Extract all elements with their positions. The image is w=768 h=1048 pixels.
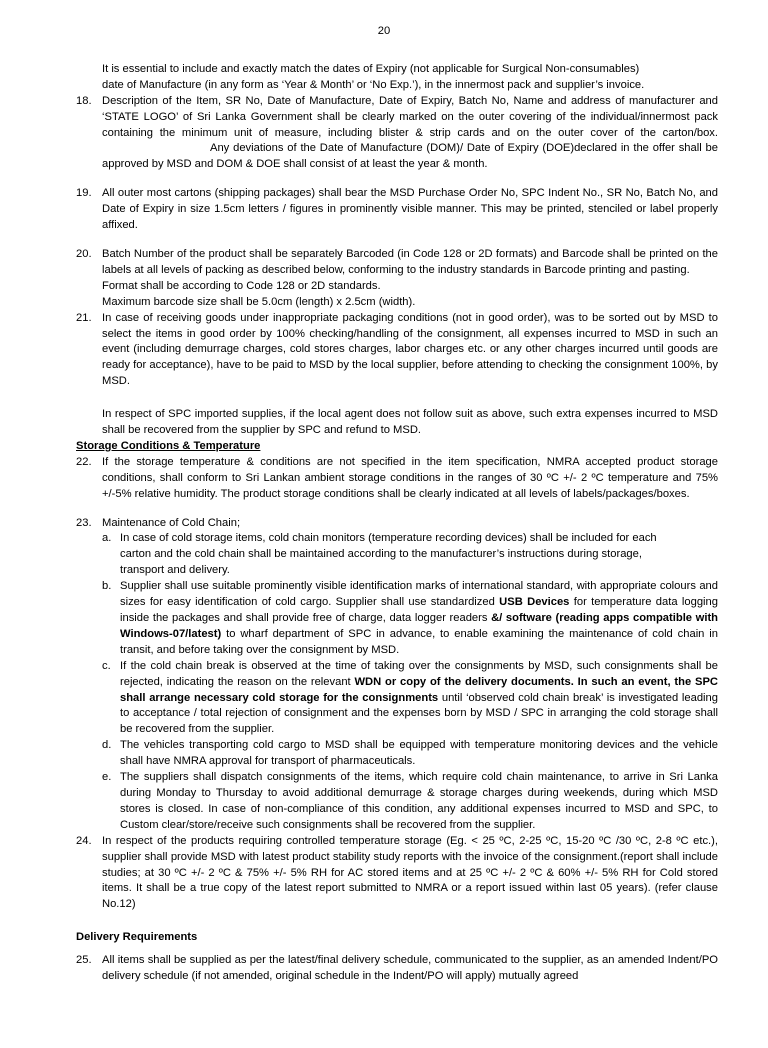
clause-23-item-a-line-1: In case of cold storage items, cold chain monitors (temperature recording devices) shall be included for each [120, 532, 657, 545]
clause-22-number: 22. [76, 455, 92, 468]
clause-23-item-d [102, 738, 718, 770]
clause-18-body [102, 94, 718, 174]
document-content [0, 62, 768, 985]
clause-23-item-b-body [120, 579, 718, 659]
clause-23-item-b-seg-1: Supplier shall use suitable prominently visible identification marks of international standard, with appropriate colours and sizes for easy identification of cold cargo. Supplier shall use standardized [120, 580, 718, 609]
intro-line-2: date of Manufacture (in any form as ‘Year & Month’ or ‘No Exp.’), in the innermost pack and supplier’s invoice. [102, 78, 645, 91]
clause-21 [76, 311, 718, 391]
clause-23-item-b-label: b. [102, 580, 112, 593]
clause-18-number: 18. [76, 94, 92, 107]
clause-23-item-d-label: d. [102, 739, 112, 752]
clause-24 [76, 834, 718, 914]
clause-23-item-b-usb-devices: USB Devices [499, 596, 570, 609]
clause-23-item-b-software: &/ software (reading apps compatible with Windows-07/latest) [120, 612, 719, 640]
clause-20-size-line: Maximum barcode size shall be 5.0cm (length) x 2.5cm (width). [102, 295, 416, 308]
clause-23 [76, 516, 718, 532]
clause-23-item-b-seg-5: to wharf department of SPC in advance, to enable examining the maintenance of cold chain in transit, and before taking over the consignment by MSD. [120, 627, 718, 656]
heading-delivery-requirements: Delivery Requirements [76, 931, 198, 944]
intro-line-1: It is essential to include and exactly match the dates of Expiry (not applicable for Surgical Non-consumables) [102, 62, 640, 75]
clause-20-format-line: Format shall be according to Code 128 or 2D standards. [102, 279, 381, 292]
clause-23-title: Maintenance of Cold Chain; [102, 516, 241, 529]
clause-23-item-d-text: The vehicles transporting cold cargo to MSD shall be equipped with temperature monitoring devices and the vehicle shall have NMRA approval for transport of pharmaceuticals. [120, 739, 718, 768]
clause-25-text: All items shall be supplied as per the latest/final delivery schedule, communicated to the supplier, as an amended Indent/PO delivery schedule (if not amended, original schedule in the Indent/PO will apply) mutually agreed [102, 954, 718, 983]
clause-23-item-c [102, 659, 718, 739]
clause-23-item-c-seg-1: If the cold chain break is observed at the time of taking over the consignments by MSD, such consignments shall be rejected, indicating the reason on the relevant [120, 659, 718, 688]
page-number: 20 [377, 25, 391, 37]
clause-25-number: 25. [76, 954, 92, 967]
clause-19 [76, 186, 718, 234]
clause-19-number: 19. [76, 187, 92, 200]
heading-storage-conditions: Storage Conditions & Temperature [76, 439, 261, 452]
document-page [0, 24, 768, 1048]
clause-20-body [102, 247, 718, 311]
clause-22 [76, 455, 718, 503]
clause-23-item-c-body [120, 659, 718, 739]
clause-18 [76, 94, 718, 174]
clause-21-number: 21. [76, 311, 92, 324]
clause-18-text-part-2: Any deviations of the Date of Manufacture (DOM)/ Date of Expiry (DOE)declared in the offer shall be approved by MSD and DOM & DOE shall consist of at least the year & month. [102, 142, 718, 171]
clause-23-item-e-text: The suppliers shall dispatch consignments of the items, which require cold chain maintenance, to arrive in Sri Lanka during Monday to Thursday to avoid additional demurrage & storage charges during weekends, during which MSD stores is closed. In case of non-compliance of this condition, any additional expenses incurred to MSD and SPC, to Custom clear/store/receive such consignments shall be recovered from the supplier. [120, 771, 718, 831]
clause-23-item-c-bold: WDN or copy of the delivery documents. In such an event, the SPC shall arrange necessary cold storage for the consignments [120, 675, 718, 704]
clause-19-text: All outer most cartons (shipping packages) shall bear the MSD Purchase Order No, SPC Indent No., SR No, Batch No, and Date of Expiry in size 1.5cm letters / figures in prominently visible manner. This may be printed, stenciled or label properly affixed. [102, 187, 718, 232]
clause-20-number: 20. [76, 247, 92, 260]
clause-23-item-a-line-3: transport and delivery. [120, 564, 230, 577]
clause-21-text: In case of receiving goods under inappropriate packaging conditions (not in good order), was to be sorted out by MSD to select the items in good order by 100% checking/handling of the consignment, all expenses incurred to MSD in such an event (including demurrage charges, cold stores charges, labor charges etc. or any other charges incurred until goods are ready for acceptance), have to be paid to MSD by the local supplier, before attending to checking the consignment 100%, by MSD. [102, 311, 718, 388]
clause-23-item-a [102, 531, 718, 579]
clause-23-item-c-label: c. [102, 659, 111, 672]
clause-23-item-b-seg-3: for temperature data logging inside the packages and shall provide free of charge, data logger readers [120, 596, 718, 624]
clause-23-item-e [102, 770, 718, 834]
clause-18-text-part-1: Description of the Item, SR No, Date of Manufacture, Date of Expiry, Batch No, Name and address of manufacturer and ‘STATE LOGO’ of Sri Lanka Government shall be clearly marked on the outer covering of the individual/innermost pack containing the minimum unit of measure, including blister & strip cards and on the outer cover of the carton/box. [102, 94, 718, 139]
clause-25 [76, 953, 718, 985]
clause-23-item-b [102, 579, 718, 659]
clause-24-text: In respect of the products requiring controlled temperature storage (Eg. < 25 ºC, 2-25 ºC, 15-20 ºC /30 ºC, 2-8 ºC etc.), supplier shall provide MSD with latest product stability study reports with the invoice of the consignment.(report shall include studies; at 30 ºC +/- 2 ºC & 75% +/- 5% RH for AC stored items and at 25 ºC +/- 2 ºC & 60% +/- 5% RH for Cold stored items. It shall be a true copy of the latest report submitted to NMRA or a report issued within last 05 years). (refer clause No.12) [102, 834, 718, 911]
clause-23-item-e-label: e. [102, 771, 112, 784]
clause-22-text: If the storage temperature & conditions are not specified in the item specification, NMRA accepted product storage conditions, shall conform to Sri Lankan ambient storage conditions in the ranges of 30 ºC +/- 2 ºC temperature and 75% +/-5% relative humidity. The product storage conditions shall be clearly indicated at all levels of labels/packages/boxes. [102, 455, 718, 500]
clause-24-number: 24. [76, 834, 92, 847]
clause-23-item-a-label: a. [102, 532, 112, 545]
clause-23-item-c-seg-3: until ‘observed cold chain break’ is investigated leading to acceptance / total rejection of consignment and the expenses born by MSD / SPC in arranging the cold storage shall be recovered from the supplier. [120, 691, 718, 736]
clause-20-text: Batch Number of the product shall be separately Barcoded (in Code 128 or 2D formats) and Barcode shall be printed on the labels at all levels of packing as described below, conforming to the industry standards in Barcode printing and pasting. [102, 247, 718, 276]
clause-20 [76, 247, 718, 311]
clause-23-item-a-line-2: carton and the cold chain shall be maintained according to the manufacturer’s instructions during storage, [120, 548, 642, 561]
clause-21-followup: In respect of SPC imported supplies, if the local agent does not follow suit as above, such extra expenses incurred to MSD shall be recovered from the supplier by SPC and refund to MSD. [102, 408, 718, 437]
clause-23-item-a-body [120, 531, 718, 579]
clause-23-number: 23. [76, 516, 92, 529]
